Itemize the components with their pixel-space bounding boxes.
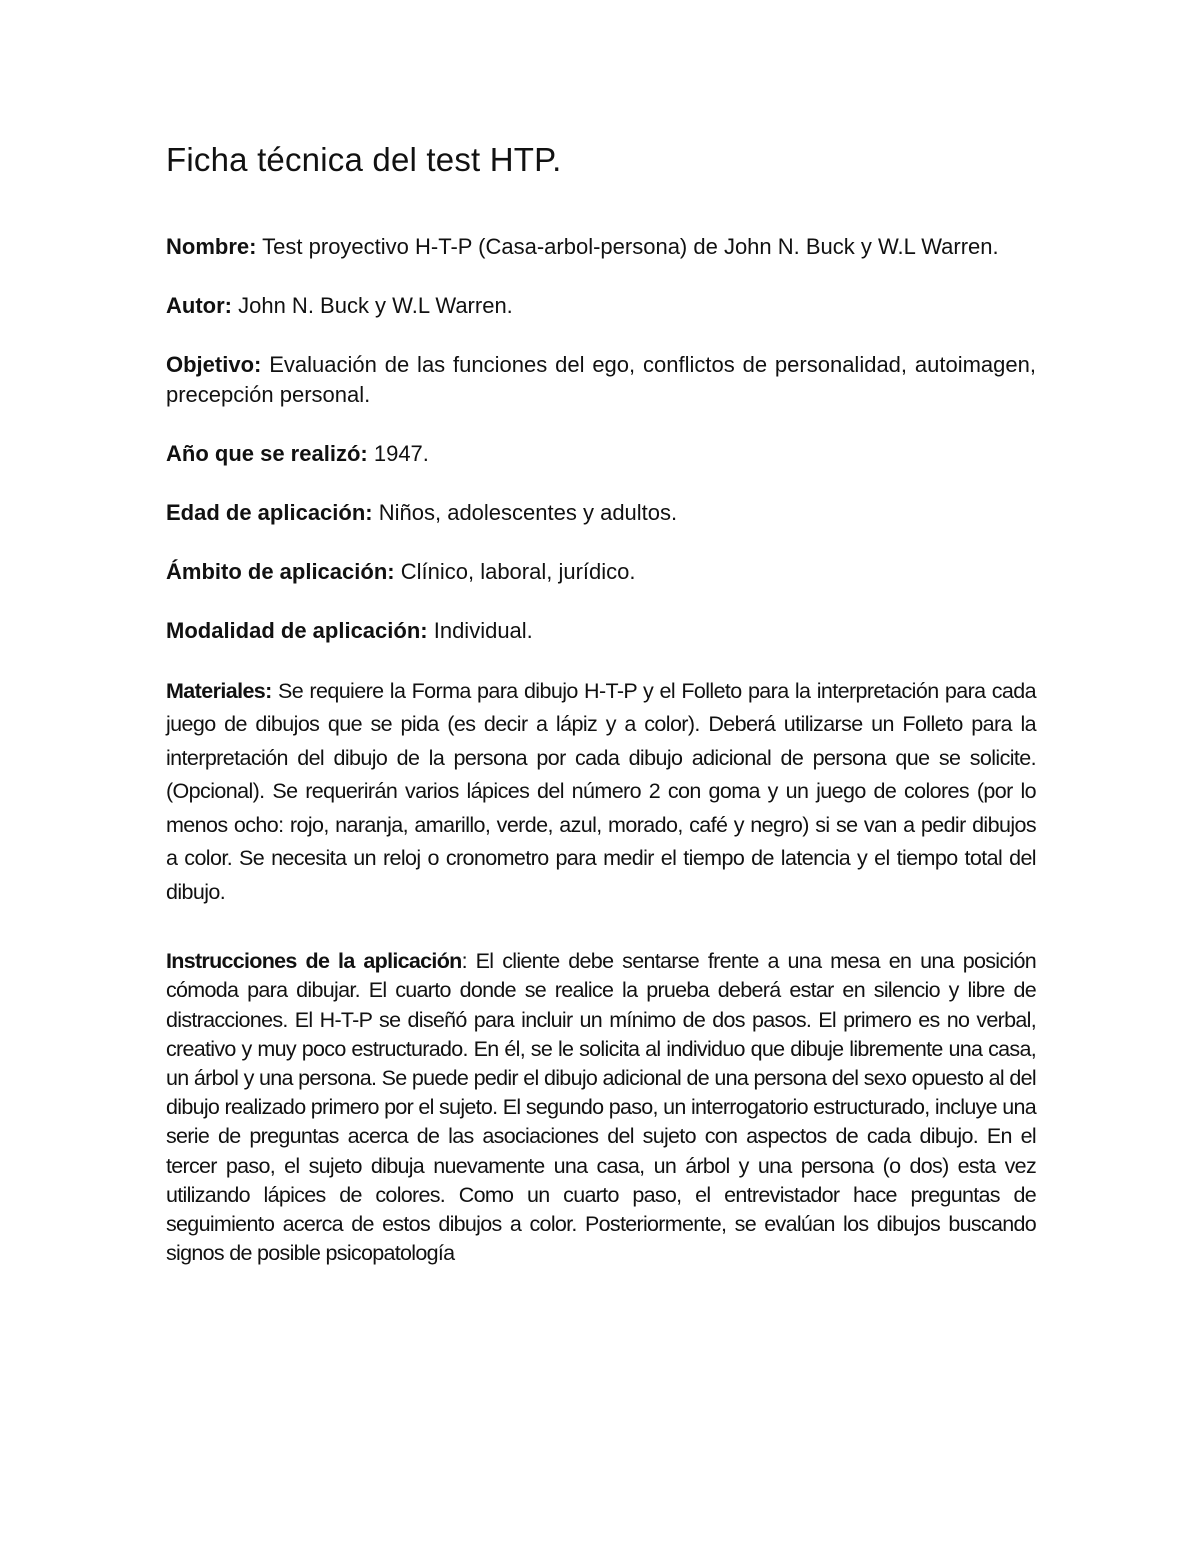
field-nombre [166,232,1036,262]
field-value: : El cliente debe sentarse frente a una mesa en una posición cómoda para dibujar. El cuarto donde se realice la prueba deberá estar en silencio y libre de distracciones. El H-T-P se diseñó para incluir un mínimo de dos pasos. El primero es no verbal, creativo y muy poco estructurado. En él, se le solicita al individuo que dibuje libremente una casa, un árbol y una persona. Se puede pedir el dibujo adicional de una persona del sexo opuesto al del dibujo realizado primero por el sujeto. El segundo paso, un interrogatorio estructurado, incluye una serie de preguntas acerca de las asociaciones del sujeto con aspectos de cada dibujo. En el tercer paso, el sujeto dibuja nuevamente una casa, un árbol y una persona (o dos) esta vez utilizando lápices de colores. Como un cuarto paso, el entrevistador hace preguntas de seguimiento acerca de estos dibujos a color. Posteriormente, se evalúan los dibujos buscando signos de posible psicopatología [166,949,1036,1266]
field-value: John N. Buck y W.L Warren. [238,292,513,318]
document-page [166,140,1036,1297]
document-title: Ficha técnica del test HTP. [166,141,562,178]
field-label: Modalidad de aplicación: [166,617,428,643]
field-objetivo [166,350,1036,410]
field-anio [166,439,1036,469]
field-label: Año que se realizó: [166,440,368,466]
field-label: Autor: [166,292,232,318]
field-edad [166,498,1036,528]
field-value: Test proyectivo H-T-P (Casa-arbol-persona) de John N. Buck y W.L Warren. [262,233,999,259]
field-value: 1947. [373,440,429,466]
field-instrucciones [166,947,1036,1268]
field-label: Ámbito de aplicación: [166,558,395,584]
field-value: Niños, adolescentes y adultos. [378,499,678,525]
field-value: Individual. [433,617,533,643]
field-ambito [166,557,1036,587]
field-label: Instrucciones de la aplicación [166,949,462,974]
field-label: Objetivo: [166,351,262,377]
field-modalidad [166,616,1036,646]
field-value: Evaluación de las funciones del ego, conflictos de personalidad, autoimagen, precepción personal. [166,351,1036,407]
field-label: Materiales: [166,678,272,703]
field-label: Nombre: [166,233,257,259]
field-value: Clínico, laboral, jurídico. [400,558,636,584]
field-autor [166,291,1036,321]
field-value: Se requiere la Forma para dibujo H-T-P y el Folleto para la interpretación para cada juego de dibujos que se pida (es decir a lápiz y a color). Deberá utilizarse un Folleto para la interpretación del dibujo de la persona por cada dibujo adicional de persona que se solicite. (Opcional). Se requerirán varios lápices del número 2 con goma y un juego de colores (por lo menos ocho: rojo, naranja, amarillo, verde, azul, morado, café y negro) si se van a pedir dibujos a color. Se necesita un reloj o cronometro para medir el tiempo de latencia y el tiempo total del dibujo. [166,678,1037,904]
field-label: Edad de aplicación: [166,499,373,525]
field-materiales [166,675,1036,910]
